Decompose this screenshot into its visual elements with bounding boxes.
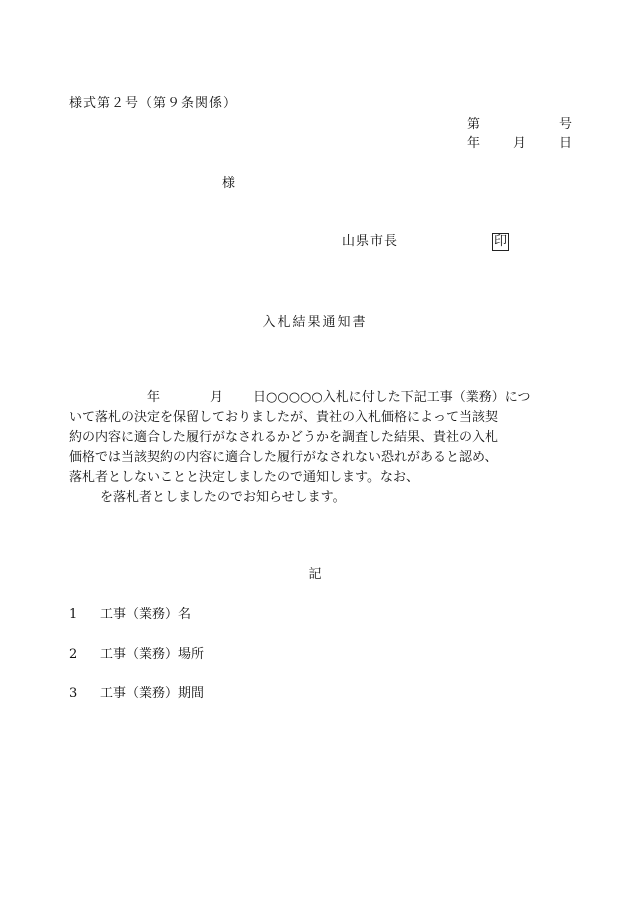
body-year-label: 年 — [147, 390, 161, 405]
item-label: 工事（業務）場所 — [100, 647, 205, 662]
item-construction-name — [69, 607, 191, 623]
document-number-prefix: 第 — [467, 117, 481, 132]
seal-mark: 印 — [494, 234, 508, 249]
item-label: 工事（業務）名 — [100, 607, 192, 622]
body-line-3: 約の内容に適合した履行がなされるかどうかを調査した結果、貴社の入札 — [69, 430, 499, 445]
item-label: 工事（業務）期間 — [100, 686, 205, 701]
body-line-1 — [69, 388, 574, 408]
item-number: 1 — [69, 607, 78, 622]
item-number: 2 — [69, 647, 78, 662]
form-number: 様式第２号（第９条関係） — [69, 96, 238, 111]
body-month-label: 月 — [210, 390, 224, 405]
body-line-4: 価格では当該契約の内容に適合した履行がなされない恐れがあると認め、 — [69, 450, 498, 465]
body-text — [69, 388, 574, 508]
item-construction-period — [69, 686, 204, 702]
document-number-suffix: 号 — [558, 117, 572, 132]
body-line-6: を落札者としましたのでお知らせします。 — [100, 490, 346, 505]
issuer-title: 山県市長 — [342, 234, 399, 249]
document-title: 入札結果通知書 — [262, 315, 368, 330]
date-month-label: 月 — [513, 136, 527, 151]
addressee-honorific: 様 — [222, 176, 236, 191]
date-year-label: 年 — [467, 136, 481, 151]
ki-heading: 記 — [308, 567, 322, 582]
item-number: 3 — [69, 686, 78, 701]
body-line-1-rest: 日○○○○○入札に付した下記工事（業務）につ — [253, 390, 531, 405]
body-line-5: 落札者としないことと決定しましたので通知します。なお、 — [69, 470, 419, 485]
item-construction-location — [69, 647, 204, 663]
date-day-label: 日 — [558, 136, 572, 151]
body-line-2: いて落札の決定を保留しておりましたが、貴社の入札価格によって当該契 — [69, 410, 499, 425]
